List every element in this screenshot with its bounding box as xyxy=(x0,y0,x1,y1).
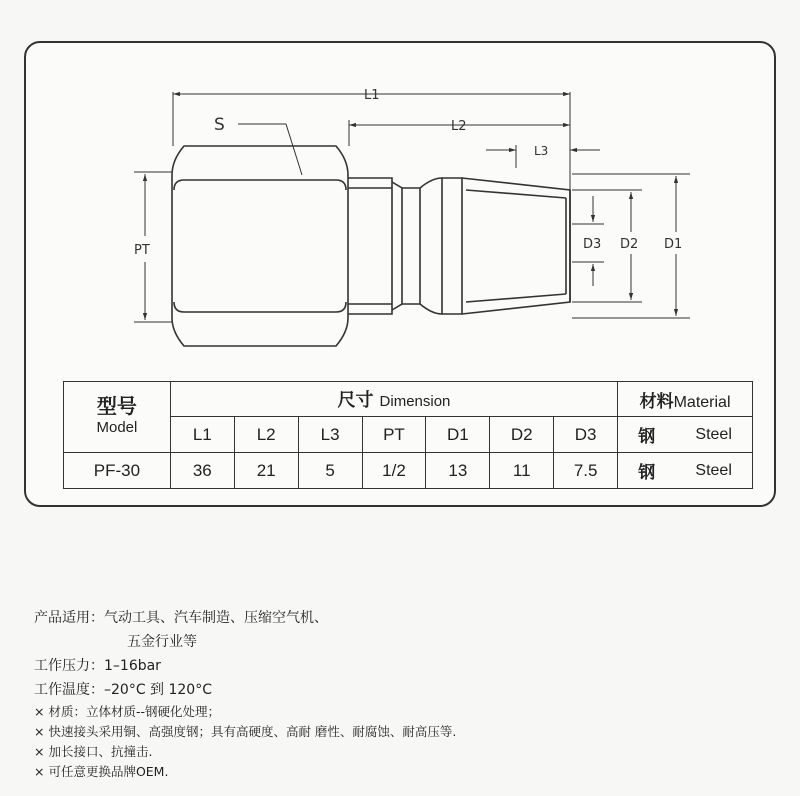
product-notes xyxy=(34,606,774,782)
col-header: L1 xyxy=(170,417,234,453)
value-cell: 21 xyxy=(234,453,298,489)
application-line-2: 五金行业等 xyxy=(127,634,197,650)
col-header: L3 xyxy=(298,417,362,453)
pressure-line: 工作压力：1–16bar xyxy=(34,658,161,674)
dimension-header-en: Dimension xyxy=(379,393,451,410)
label-l3: L3 xyxy=(534,144,549,158)
material-header xyxy=(618,382,753,417)
value-cell: 36 xyxy=(170,453,234,489)
dimension-header xyxy=(170,382,617,417)
model-header-cn: 型号 xyxy=(96,396,137,418)
groove-outline xyxy=(392,182,402,310)
value-cell: 13 xyxy=(426,453,490,489)
value-cell: 11 xyxy=(490,453,554,489)
label-d2: D2 xyxy=(620,237,639,252)
label-pt: PT xyxy=(134,243,150,258)
application-line xyxy=(34,606,774,630)
label-l1: L1 xyxy=(364,88,380,103)
label-l2: L2 xyxy=(451,119,467,134)
label-s: S xyxy=(214,115,225,135)
dimension-header-cn: 尺寸 xyxy=(337,390,374,410)
application-label: 产品适用： xyxy=(34,610,104,626)
model-header xyxy=(64,382,171,453)
col-header: D3 xyxy=(554,417,618,453)
value-cell: 1/2 xyxy=(362,453,426,489)
value-cell: 5 xyxy=(298,453,362,489)
material-subheader xyxy=(618,417,753,453)
plug-outline xyxy=(442,178,462,314)
spec-table xyxy=(63,381,753,489)
table-header-row xyxy=(64,382,753,417)
col-header: D1 xyxy=(426,417,490,453)
note-bullet: × 加长接口、抗撞击. xyxy=(34,744,153,759)
application-text: 气动工具、汽车制造、压缩空气机、 xyxy=(104,610,328,626)
label-d3: D3 xyxy=(583,237,602,252)
technical-drawing xyxy=(0,0,800,380)
col-header: L2 xyxy=(234,417,298,453)
hex-nut-top-face xyxy=(174,180,346,190)
value-cell: 7.5 xyxy=(554,453,618,489)
collar-outline xyxy=(348,178,392,314)
material-cell xyxy=(618,453,753,489)
material-header-cn: 材料 xyxy=(639,391,674,411)
table-row xyxy=(64,453,753,489)
hex-nut-outline xyxy=(172,146,348,346)
material-cell-en: Steel xyxy=(695,461,732,479)
material-header-en: Material xyxy=(673,393,731,411)
col-header: PT xyxy=(362,417,426,453)
material-cell-cn: 钢 xyxy=(638,463,656,482)
note-bullet: × 材质：立体材质--钢硬化处理； xyxy=(34,704,220,719)
col-header: D2 xyxy=(490,417,554,453)
material-subheader-cn: 钢 xyxy=(638,427,656,446)
hex-nut-bottom-face xyxy=(174,302,346,312)
note-bullet: × 快速接头采用铜、高强度钢；具有高硬度、高耐 磨性、耐腐蚀、耐高压等. xyxy=(34,724,457,739)
label-d1: D1 xyxy=(664,237,683,252)
temperature-line: 工作温度：–20°C 到 120°C xyxy=(34,682,212,698)
model-cell: PF-30 xyxy=(64,453,171,489)
model-header-en: Model xyxy=(96,419,138,436)
note-bullet: × 可任意更换品牌OEM. xyxy=(34,764,169,779)
material-subheader-en: Steel xyxy=(695,425,732,443)
